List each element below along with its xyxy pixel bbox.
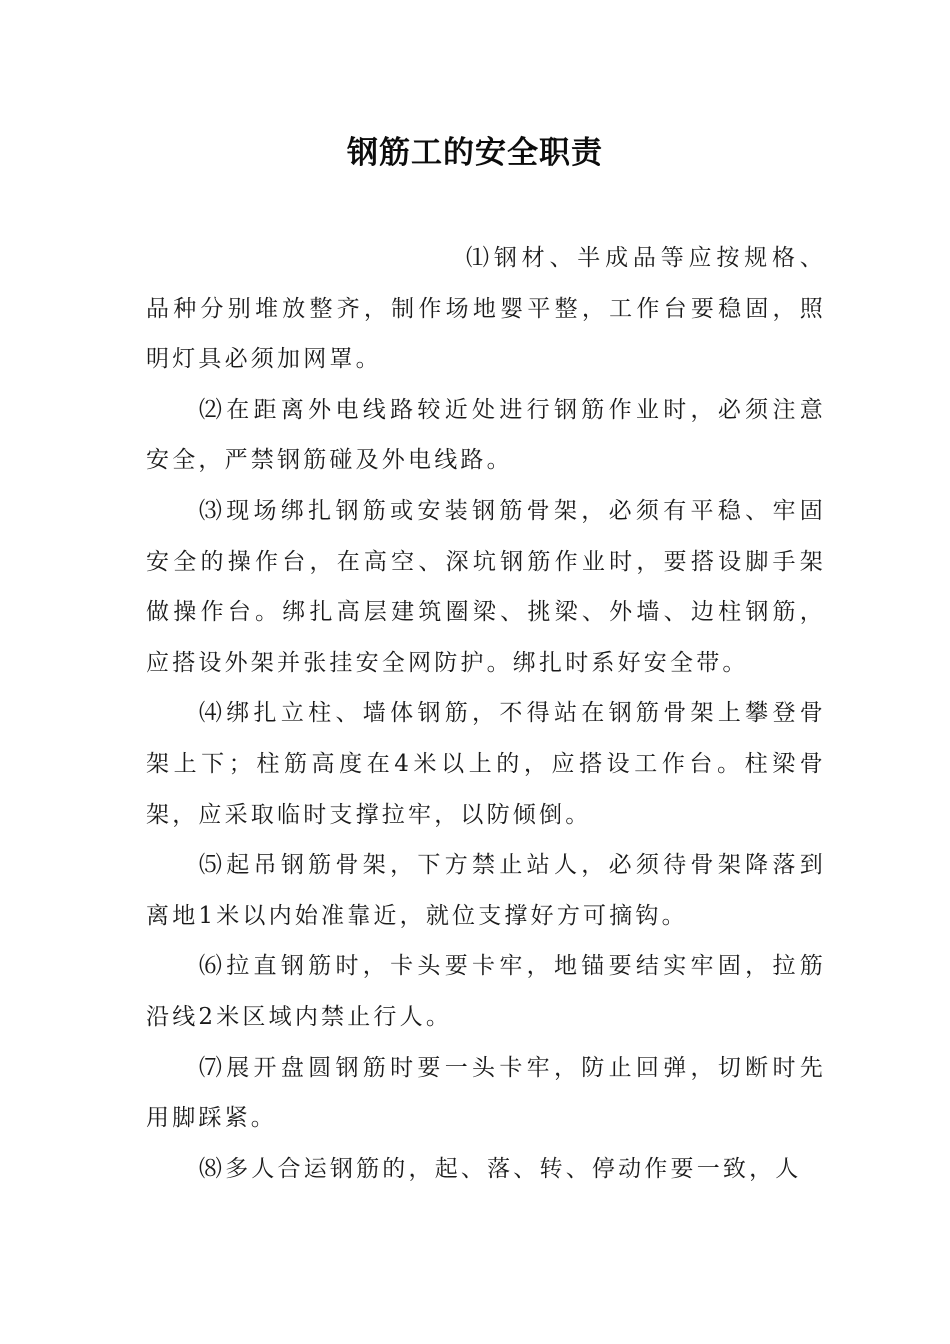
paragraph-6: ⑹拉直钢筋时，卡头要卡牢，地锚要结实牢固，拉筋沿线2米区域内禁止行人。 xyxy=(146,953,826,1030)
paragraph-3: ⑶现场绑扎钢筋或安装钢筋骨架，必须有平稳、牢固安全的操作台，在高空、深坑钢筋作业时，要搭设脚手架做操作台。绑扎高层建筑圈梁、挑梁、外墙、边柱钢筋，应搭设外架并张挂安全网防护。绑扎时系好安全带。 xyxy=(146,497,826,676)
paragraph-7: ⑺展开盘圆钢筋时要一头卡牢，防止回弹，切断时先用脚踩紧。 xyxy=(146,1054,826,1132)
document-title: 钢筋工的安全职责 xyxy=(347,135,603,171)
document-body xyxy=(146,233,826,1194)
paragraph-2: ⑵在距离外电线路较近处进行钢筋作业时，必须注意安全，严禁钢筋碰及外电线路。 xyxy=(146,396,826,474)
paragraph-8: ⑻多人合运钢筋的，起、落、转、停动作要一致，人 xyxy=(198,1155,802,1182)
paragraph-5: ⑸起吊钢筋骨架，下方禁止站人，必须待骨架降落到离地1米以内始准靠近，就位支撑好方可摘钩。 xyxy=(146,852,826,929)
paragraph-1: ⑴钢材、半成品等应按规格、品种分别堆放整齐，制作场地婴平整，工作台要稳固，照明灯具必须加网罩。 xyxy=(146,245,826,373)
paragraph-4: ⑷绑扎立柱、墙体钢筋，不得站在钢筋骨架上攀登骨架上下；柱筋高度在4米以上的，应搭设工作台。柱梁骨架，应采取临时支撑拉牢，以防倾倒。 xyxy=(146,700,826,828)
